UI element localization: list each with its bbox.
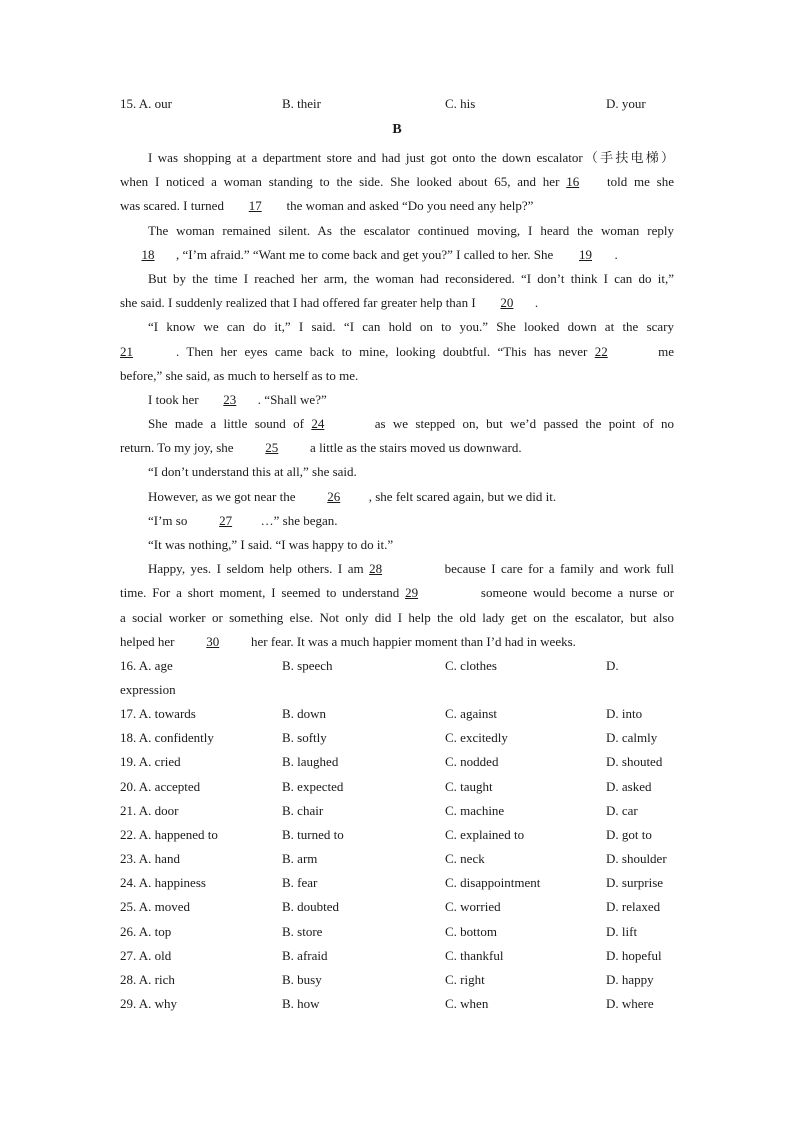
passage-line: I took her 23 . “Shall we?” [120,388,674,412]
q15-option-a: 15. A. our [120,96,173,111]
option-b: B. busy [282,972,322,987]
question-options [120,922,680,942]
blank-30[interactable]: 30 [206,633,220,649]
q16-option-a: 16. A. age [120,658,173,673]
question-options [120,704,680,724]
option-a: 17. A. towards [120,706,196,721]
blank-19[interactable]: 19 [579,246,592,262]
option-a: 25. A. moved [120,899,191,914]
option-d: D. shoulder [606,851,667,866]
question-options [120,897,680,917]
option-b: B. chair [282,803,324,818]
passage-line: was scared. I turned 17 the woman and asked “Do you need any help?” [120,194,674,218]
option-d: D. happy [606,972,654,987]
blank-29[interactable]: 29 [405,585,419,601]
option-a: 29. A. why [120,996,178,1011]
section-heading: B [392,122,402,137]
question-options [120,825,680,845]
passage-line: before,” she said, as much to herself as to me. [120,367,359,383]
option-b: B. turned to [282,827,344,842]
passage-line: “I’m so 27 …” she began. [120,509,674,533]
option-a: 24. A. happiness [120,875,206,890]
passage-line: a social worker or something else. Not only did I help the old lady get on the escalator, but also [120,609,674,625]
option-a: 23. A. hand [120,851,180,866]
passage-line: 18 , “I’m afraid.” “Want me to come back and get you?” I called to her. She 19 . [120,243,674,267]
passage-line: she said. I suddenly realized that I had offered far greater help than I 20 . [120,291,674,315]
option-c: C. disappointment [445,875,541,890]
question-options [120,873,680,893]
option-b: B. fear [282,875,318,890]
passage-line: “I know we can do it,” I said. “I can hold on to you.” She looked down at the scary [148,319,674,335]
option-d: D. asked [606,779,652,794]
option-c: C. machine [445,803,505,818]
option-a: 22. A. happened to [120,827,218,842]
option-d: D. car [606,803,638,818]
question-options [120,849,680,869]
option-c: C. taught [445,779,493,794]
question-options [120,970,680,990]
option-b: B. laughed [282,754,339,769]
blank-17[interactable]: 17 [248,198,262,214]
q15-option-d: D. your [606,96,646,111]
blank-26[interactable]: 26 [327,488,341,504]
option-a: 27. A. old [120,948,172,963]
reading-passage [120,146,674,654]
passage-line: The woman remained silent. As the escalator continued moving, I heard the woman reply [148,222,674,238]
option-c: C. explained to [445,827,525,842]
option-b: B. arm [282,851,318,866]
option-b: B. expected [282,779,344,794]
option-c: C. against [445,706,497,721]
option-a: 28. A. rich [120,972,175,987]
option-b: B. down [282,706,327,721]
option-a: 19. A. cried [120,754,181,769]
option-b: B. afraid [282,948,328,963]
blank-20[interactable]: 20 [500,295,514,311]
option-c: C. when [445,996,489,1011]
blank-22[interactable]: 22 [594,343,608,359]
option-b: B. doubted [282,899,340,914]
option-d: D. shouted [606,754,663,769]
option-b: B. store [282,924,323,939]
option-d: D. surprise [606,875,664,890]
option-c: C. neck [445,851,485,866]
option-c: C. worried [445,899,501,914]
question-options [120,777,680,797]
option-a: 26. A. top [120,924,172,939]
option-c: C. right [445,972,485,987]
q16-option-b: B. speech [282,658,333,673]
q16-option-d-text: expression [120,682,176,697]
passage-line: However, as we got near the 26 , she felt scared again, but we did it. [120,485,674,509]
q16-option-d: D. [606,658,619,673]
blank-16[interactable]: 16 [566,174,580,190]
blank-25[interactable]: 25 [265,440,279,456]
question-options [120,728,680,748]
option-d: D. where [606,996,654,1011]
passage-line: time. For a short moment, I seemed to understand 29 someone would become a nurse or [120,581,674,605]
passage-line: She made a little sound of 24 as we stepped on, but we’d passed the point of no [120,412,674,436]
question-15-options [120,94,680,114]
passage-line: But by the time I reached her arm, the woman had reconsidered. “I don’t think I can do it,” [148,270,674,286]
option-d: D. calmly [606,730,658,745]
option-b: B. softly [282,730,327,745]
passage-line: 21 . Then her eyes came back to mine, looking doubtful. “This has never 22 me [120,340,674,364]
option-b: B. how [282,996,320,1011]
passage-line: helped her 30 her fear. It was a much happier moment than I’d had in weeks. [120,630,674,654]
q15-option-c: C. his [445,96,476,111]
blank-23[interactable]: 23 [223,391,237,407]
option-a: 21. A. door [120,803,179,818]
blank-27[interactable]: 27 [219,512,233,528]
q15-option-b: B. their [282,96,321,111]
blank-28[interactable]: 28 [369,561,383,577]
question-options [120,801,680,821]
passage-line: when I noticed a woman standing to the side. She looked about 65, and her 16 told me she [120,170,674,194]
option-d: D. relaxed [606,899,661,914]
passage-line: “I don’t understand this at all,” she said. [148,464,357,480]
option-c: C. nodded [445,754,499,769]
q16-option-c: C. clothes [445,658,497,673]
option-d: D. got to [606,827,652,842]
blank-18[interactable]: 18 [141,246,155,262]
passage-line: Happy, yes. I seldom help others. I am 28 because I care for a family and work full [120,557,674,581]
blank-24[interactable]: 24 [311,416,325,432]
option-c: C. thankful [445,948,504,963]
passage-line: return. To my joy, she 25 a little as the stairs moved us downward. [120,436,674,460]
option-c: C. excitedly [445,730,508,745]
option-d: D. lift [606,924,638,939]
option-a: 18. A. confidently [120,730,214,745]
question-16-options [120,656,680,676]
question-options [120,994,680,1014]
option-c: C. bottom [445,924,498,939]
option-d: D. hopeful [606,948,662,963]
blank-21[interactable]: 21 [120,343,133,359]
option-a: 20. A. accepted [120,779,201,794]
passage-line: I was shopping at a department store and had just got onto the down escalator（手扶电梯） [148,150,674,165]
option-d: D. into [606,706,643,721]
question-options [120,752,680,772]
passage-line: “It was nothing,” I said. “I was happy to do it.” [148,537,394,552]
question-options [120,946,680,966]
